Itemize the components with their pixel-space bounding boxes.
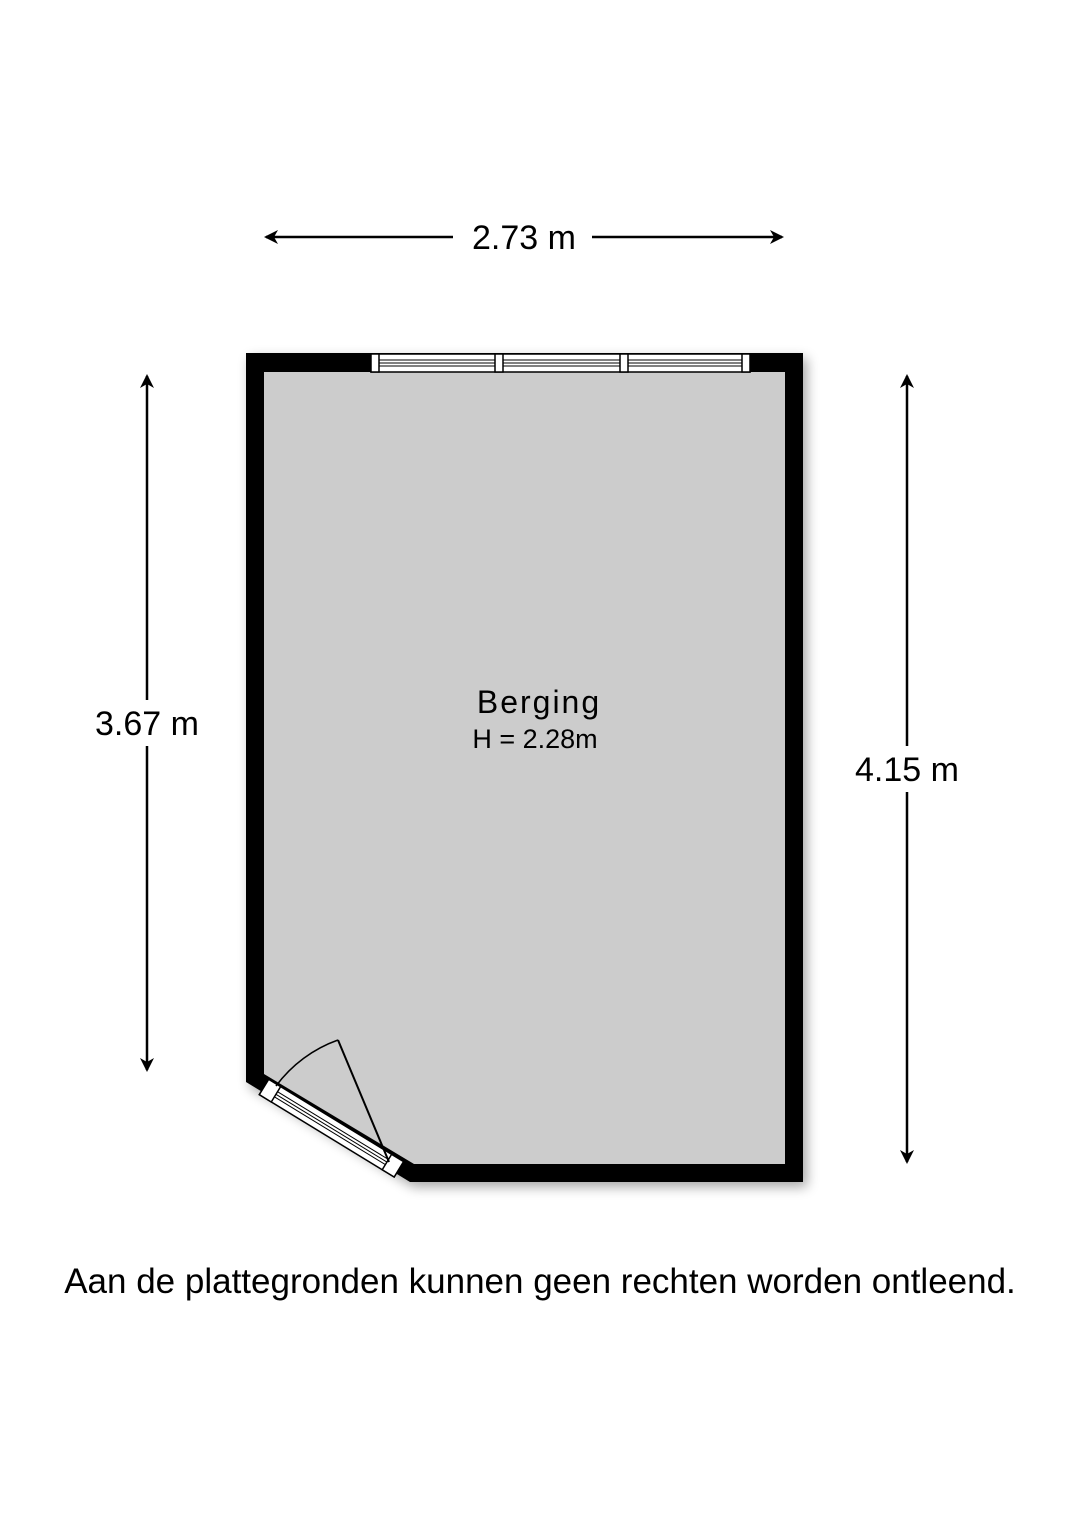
room-berging: [246, 353, 803, 1182]
dimension-label-left: 3.67 m: [95, 705, 199, 743]
window-top: [371, 354, 750, 372]
dimension-top: [266, 219, 782, 257]
dimension-right: [855, 376, 959, 1162]
room-name-label: Berging: [476, 684, 602, 720]
dimension-label-right: 4.15 m: [855, 751, 959, 789]
dimension-label-top: 2.73 m: [472, 219, 576, 257]
disclaimer-text: Aan de plattegronden kunnen geen rechten worden ontleend.: [64, 1262, 1016, 1301]
room-floor: [264, 372, 785, 1164]
room-height-label: H = 2.28m: [472, 724, 598, 754]
dimension-left: [95, 376, 199, 1070]
